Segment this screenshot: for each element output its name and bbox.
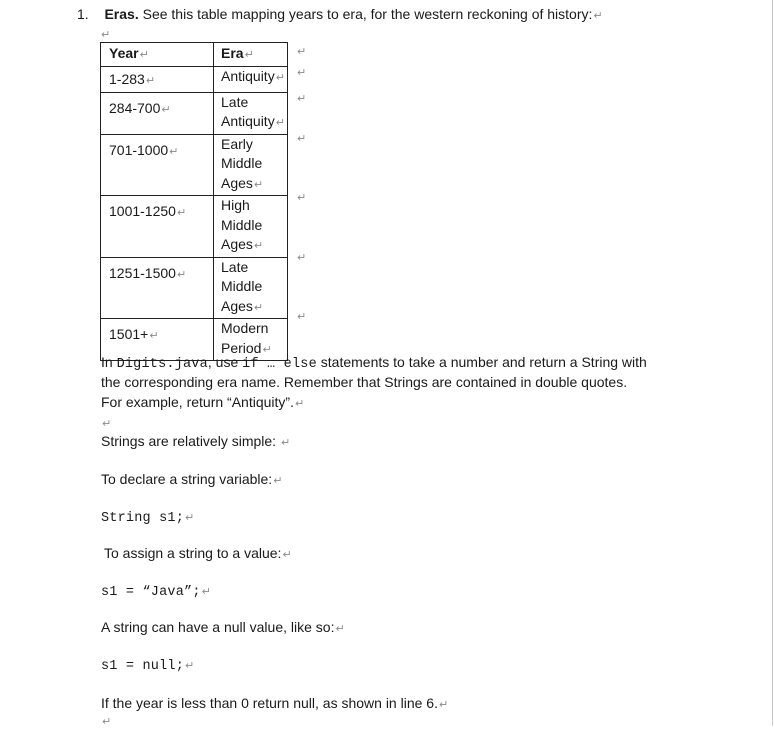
year-cell: 1001-1250↵ xyxy=(101,196,214,258)
table-row xyxy=(101,66,288,92)
row-end-mark-icon: ↵ xyxy=(297,93,307,105)
instruction-line-3: For example, return “Antiquity”.↵ xyxy=(101,394,305,410)
assign-label: To assign a string to a value:↵ xyxy=(104,545,292,561)
year-cell: 701-1000↵ xyxy=(101,134,214,196)
code-if-else: if … else xyxy=(242,357,317,372)
row-end-mark-icon: ↵ xyxy=(297,46,307,58)
era-cell: Late Antiquity↵ xyxy=(214,92,288,134)
declare-code: String s1;↵ xyxy=(101,511,195,526)
header-year-cell: Year↵ xyxy=(101,43,214,67)
era-cell: Early Middle Ages↵ xyxy=(214,134,288,196)
strings-simple-text: Strings are relatively simple: ↵ xyxy=(101,433,291,449)
header-era-cell: Era↵ xyxy=(214,43,288,67)
empty-paragraph: ↵ xyxy=(102,418,112,430)
instruction-line-1: In Digits.java, use if … else statements to take a number and return a String with xyxy=(101,354,647,372)
era-cell: Late Middle Ages↵ xyxy=(214,257,288,319)
paragraph-mark-icon: ↵ xyxy=(593,10,603,22)
table-header-row xyxy=(101,43,288,67)
row-end-mark-icon: ↵ xyxy=(297,252,307,264)
row-end-mark-icon: ↵ xyxy=(297,311,307,323)
declare-label: To declare a string variable:↵ xyxy=(101,471,283,487)
year-cell: 1-283↵ xyxy=(101,66,214,92)
null-code: s1 = null;↵ xyxy=(101,659,195,674)
row-end-mark-icon: ↵ xyxy=(297,67,307,79)
table-row xyxy=(101,134,288,196)
null-label: A string can have a null value, like so:↵ xyxy=(101,619,345,635)
table-row xyxy=(101,257,288,319)
item-intro: See this table mapping years to era, for the western reckoning of history: xyxy=(138,6,593,22)
era-cell: Antiquity↵ xyxy=(214,66,288,92)
era-cell: Modern Period↵ xyxy=(214,319,288,361)
instruction-line-2: the corresponding era name. Remember that Strings are contained in double quotes. xyxy=(101,374,628,390)
paragraph-mark-icon: ↵ xyxy=(101,29,111,41)
year-cell: 284-700↵ xyxy=(101,92,214,134)
assign-code: s1 = “Java”;↵ xyxy=(101,585,211,600)
code-filename: Digits.java xyxy=(116,357,208,372)
era-table xyxy=(100,42,288,361)
row-end-mark-icon: ↵ xyxy=(297,133,307,145)
item-title: Eras. xyxy=(104,6,139,22)
table-row xyxy=(101,196,288,258)
empty-paragraph: ↵ xyxy=(102,716,112,728)
list-number: 1. xyxy=(77,6,89,22)
era-cell: High Middle Ages↵ xyxy=(214,196,288,258)
row-end-mark-icon: ↵ xyxy=(297,192,307,204)
year-rule-text: If the year is less than 0 return null, as shown in line 6.↵ xyxy=(101,695,449,711)
table-row xyxy=(101,92,288,134)
year-cell: 1251-1500↵ xyxy=(101,257,214,319)
list-item-heading xyxy=(77,5,603,26)
year-cell: 1501+↵ xyxy=(101,319,214,361)
